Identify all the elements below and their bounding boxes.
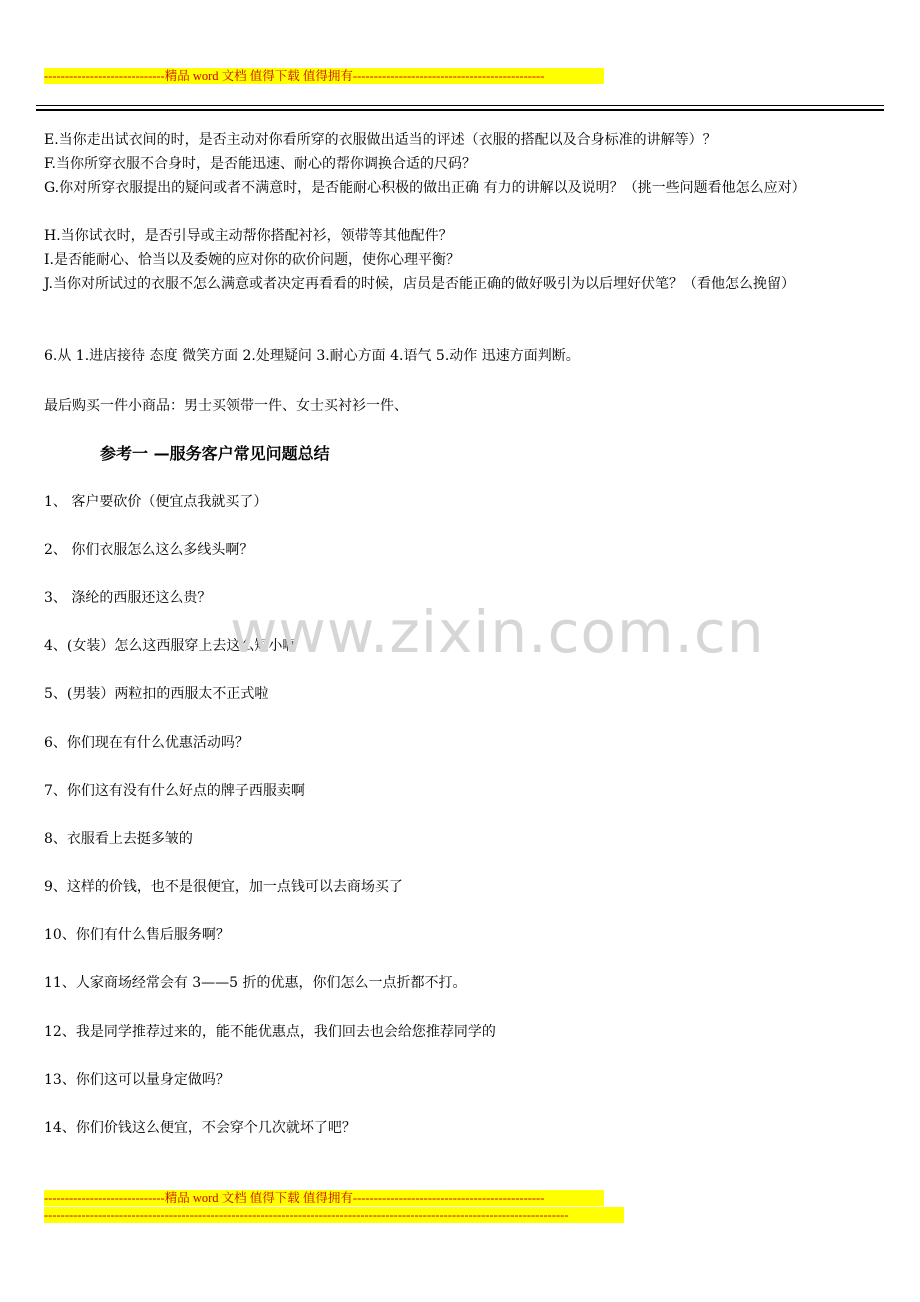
line-f: F.当你所穿衣服不合身时，是否能迅速、耐心的帮你调换合适的尺码？ (44, 156, 476, 172)
header-banner: -----------------------------精品 word 文档 值得下载 值得拥有---------------------------------------------- (44, 68, 604, 84)
question-item: 2、 你们衣服怎么这么多线头啊？ (44, 542, 254, 558)
question-item: 4、(女装）怎么这西服穿上去这么短小啊 (44, 638, 297, 654)
question-item: 14、你们价钱这么便宜，不会穿个几次就坏了吧？ (44, 1120, 356, 1136)
point-6: 6.从 1.进店接待 态度 微笑方面 2.处理疑问 3.耐心方面 4.语气 5.动作 迅速方面判断。 (44, 348, 580, 364)
question-item: 7、你们这有没有什么好点的牌子西服卖啊 (44, 783, 305, 799)
question-item: 9、这样的价钱，也不是很便宜，加一点钱可以去商场买了 (44, 879, 403, 895)
question-item: 6、你们现在有什么优惠活动吗？ (44, 735, 249, 751)
question-item: 5、(男装）两粒扣的西服太不正式啦 (44, 686, 269, 702)
question-item: 8、衣服看上去挺多皱的 (44, 831, 193, 847)
footer-dashes: ------------------------------------------------------------------------------------------------------------------------------ (44, 1207, 624, 1223)
footer-banner: -----------------------------精品 word 文档 值得下载 值得拥有---------------------------------------------- (44, 1190, 604, 1206)
question-item: 1、 客户要砍价（便宜点我就买了） (44, 494, 268, 510)
question-item: 11、人家商场经常会有 3——5 折的优惠，你们怎么一点折都不打。 (44, 975, 467, 991)
watermark-logo: www.zixin.com.cn (230, 598, 765, 666)
question-item: 10、你们有什么售后服务啊？ (44, 927, 230, 943)
line-h: H.当你试衣时，是否引导或主动帮你搭配衬衫，领带等其他配件？ (44, 228, 453, 244)
header-rule-thick (36, 109, 884, 111)
question-item: 12、我是同学推荐过来的，能不能优惠点，我们回去也会给您推荐同学的 (44, 1024, 496, 1040)
question-item: 13、你们这可以量身定做吗？ (44, 1072, 230, 1088)
question-item: 3、 涤纶的西服还这么贵？ (44, 590, 212, 606)
line-j: J.当你对所试过的衣服不怎么满意或者决定再看看的时候，店员是否能正确的做好吸引为以后埋好伏笔？（看他怎么挽留） (44, 276, 795, 292)
line-i: I.是否能耐心、恰当以及委婉的应对你的砍价问题，使你心理平衡？ (44, 252, 460, 268)
final-purchase: 最后购买一件小商品：男士买领带一件、女士买衬衫一件、 (44, 398, 408, 414)
line-e: E.当你走出试衣间的时，是否主动对你看所穿的衣服做出适当的评述（衣服的搭配以及合身标准的讲解等）？ (44, 132, 717, 148)
line-g: G.你对所穿衣服提出的疑问或者不满意时，是否能耐心积极的做出正确 有力的讲解以及说明？（挑一些问题看他怎么应对） (44, 180, 806, 196)
header-rule-thin (36, 105, 884, 106)
section-heading: 参考一 —服务客户常见问题总结 (100, 444, 330, 463)
